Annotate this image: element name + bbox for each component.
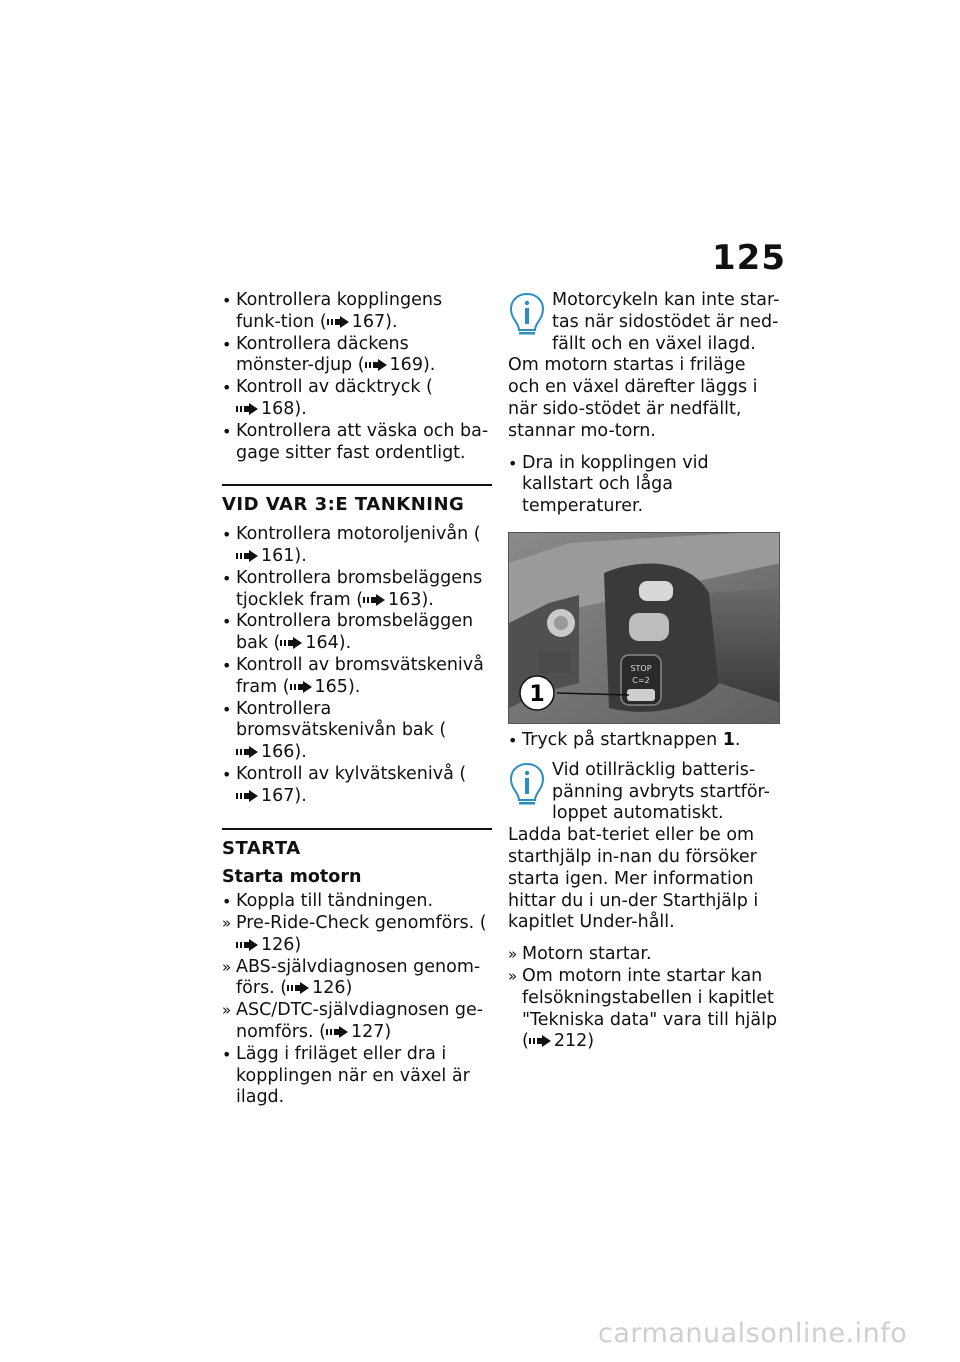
info-note <box>508 290 780 443</box>
callout-number: 1 <box>722 729 735 750</box>
section-heading: VID VAR 3:E TANKNING <box>222 484 492 516</box>
reference-arrow-icon <box>529 1035 551 1047</box>
result-item: » Pre-Ride-Check genomförs. (126) <box>222 913 492 957</box>
page-reference[interactable]: 126 <box>312 978 346 999</box>
left-column <box>222 290 492 1109</box>
handlebar-switch-photo <box>508 532 780 724</box>
reference-arrow-icon <box>365 359 387 371</box>
page-reference[interactable]: 163 <box>388 589 422 610</box>
list-item: • Kontroll av bromsvätskenivå fram ( 165). <box>222 655 492 699</box>
page-number: 125 <box>712 238 786 278</box>
button-label-c2: C=2 <box>632 675 650 685</box>
start-results <box>508 944 780 1053</box>
clutch-step <box>508 453 780 518</box>
list-item: • Kontrollera att väska och ba-gage sitter fast ordentligt. <box>222 421 492 465</box>
handlebar-photo-image <box>509 533 780 724</box>
reference-arrow-icon <box>236 746 258 758</box>
page-reference[interactable]: 167 <box>351 311 386 332</box>
list-item: • Kontrollera kopplingens funk-tion ( 167). <box>222 290 492 334</box>
info-icon <box>508 292 546 336</box>
list-item: • Tryck på startknappen 1. <box>508 730 780 752</box>
page-reference[interactable]: 166 <box>261 742 295 763</box>
reference-arrow-icon <box>236 790 258 802</box>
note-text: Vid otillräcklig batteris-pänning avbryts startför-loppet automatiskt. Ladda bat-teriet eller be om starthjälp in-nan du försöker starta igen. Mer information hittar du i un-der Starthjälp i kapitlet Under-håll. <box>508 759 770 933</box>
right-column <box>508 290 780 1053</box>
list-item: • Lägg i friläget eller dra i kopplingen när en växel är ilagd. <box>222 1044 492 1109</box>
page-reference[interactable]: 164 <box>305 633 339 654</box>
reference-arrow-icon <box>280 637 302 649</box>
list-item: • Kontroll av däcktryck (168). <box>222 377 492 421</box>
note-text: Motorcykeln kan inte star-tas när sidostödet är ned-fällt och en växel ilagd. Om motorn startas i friläge och en växel därefter läggs i när sido-stödet är nedfällt, stannar mo-torn. <box>508 290 780 441</box>
list-item: • Koppla till tändningen. <box>222 891 492 913</box>
page-reference[interactable]: 169 <box>389 355 423 376</box>
page-reference[interactable]: 165 <box>314 676 348 697</box>
reference-arrow-icon <box>290 681 312 693</box>
page-reference[interactable]: 168 <box>261 398 295 419</box>
reference-arrow-icon <box>327 316 349 328</box>
watermark: carmanualsonline.info <box>598 1318 908 1349</box>
reference-arrow-icon <box>326 1026 348 1038</box>
figure-callout-label: 1 <box>529 681 545 707</box>
subsection-heading: Starta motorn <box>222 867 362 888</box>
list-item: • Dra in kopplingen vid kallstart och låga temperaturer. <box>508 453 780 518</box>
page-reference[interactable]: 126 <box>261 934 295 955</box>
page-reference[interactable]: 167 <box>261 785 295 806</box>
button-label-stop: STOP <box>630 663 652 673</box>
reference-arrow-icon <box>287 982 309 994</box>
page-reference[interactable]: 161 <box>261 545 295 566</box>
check-list-1 <box>222 290 492 464</box>
info-note <box>508 760 780 934</box>
result-item: » ASC/DTC-självdiagnosen ge-nomförs. ( 127) <box>222 1000 492 1044</box>
page-reference[interactable]: 127 <box>350 1021 385 1042</box>
list-item: • Kontrollera bromsbeläggen bak ( 164). <box>222 611 492 655</box>
page-reference[interactable]: 212 <box>553 1031 588 1052</box>
info-icon <box>508 762 546 806</box>
section-heading: STARTA <box>222 828 492 860</box>
result-item: » ABS-självdiagnosen genom-förs. ( 126) <box>222 957 492 1001</box>
list-item: • Kontrollera bromsbeläggens tjocklek fram ( 163). <box>222 568 492 612</box>
reference-arrow-icon <box>363 594 385 606</box>
list-item: • Kontrollera bromsvätskenivån bak (166). <box>222 699 492 764</box>
result-item: » Om motorn inte startar kan felsökningstabellen i kapitlet "Tekniska data" vara till hjälp ( 212) <box>508 966 780 1053</box>
reference-arrow-icon <box>236 403 258 415</box>
start-steps <box>222 891 492 1109</box>
reference-arrow-icon <box>236 550 258 562</box>
reference-arrow-icon <box>236 939 258 951</box>
press-start-step <box>508 730 780 752</box>
list-item: • Kontroll av kylvätskenivå (167). <box>222 764 492 808</box>
check-list-2 <box>222 524 492 807</box>
list-item: • Kontrollera däckens mönster-djup ( 169). <box>222 334 492 378</box>
result-item: » Motorn startar. <box>508 944 780 966</box>
list-item: • Kontrollera motoroljenivån (161). <box>222 524 492 568</box>
